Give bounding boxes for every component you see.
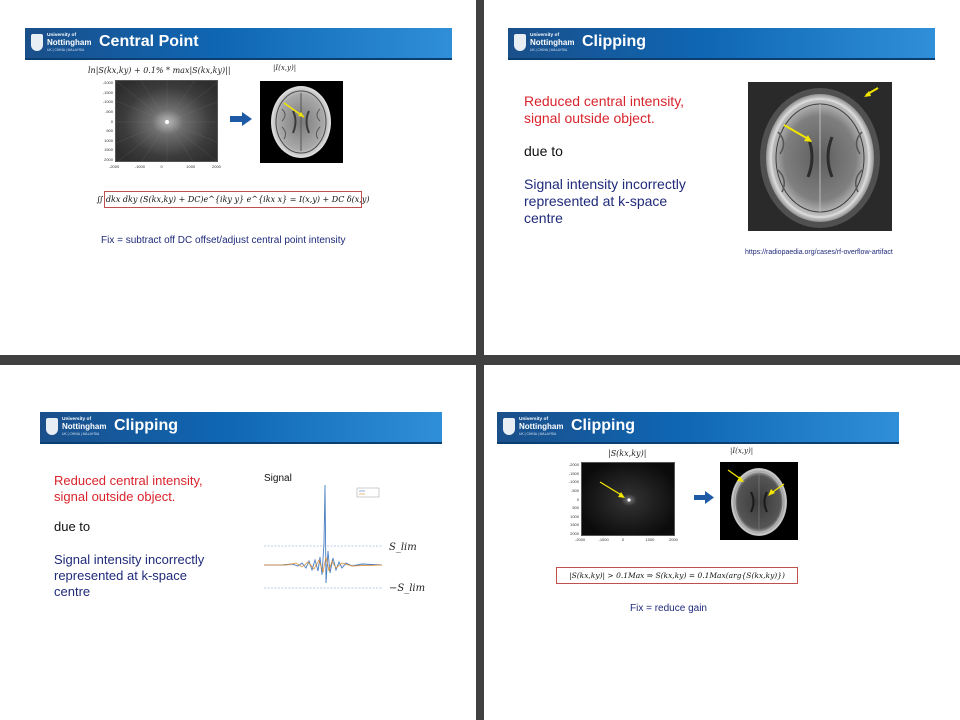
signal-trace-blue [264, 485, 382, 583]
axis-tick-label: 1000 [186, 164, 196, 169]
title-banner [508, 28, 935, 60]
axis-tick-label: 2000 [212, 164, 221, 169]
blue-line-3: centre [524, 210, 563, 226]
image-label: |I(x,y)| [273, 64, 297, 72]
kspace-image [581, 462, 675, 536]
cause-text-red [524, 93, 684, 127]
axis-tick-label: -500 [104, 108, 113, 114]
image-label: |I(x,y)| [730, 447, 754, 455]
signal-label: Signal [264, 473, 292, 484]
slide-title: Clipping [582, 33, 646, 50]
axis-tick-label: -1000 [102, 99, 113, 105]
university-logo [514, 32, 578, 56]
kspace-plot [564, 462, 684, 544]
cause-text-blue [524, 176, 686, 227]
slide-title: Clipping [114, 417, 178, 434]
title-banner [25, 28, 452, 60]
logo-nottingham: Nottingham [530, 38, 575, 47]
logo-campuses: UK | CHINA | MALAYSIA [47, 48, 85, 52]
axis-tick-label: -1500 [102, 89, 113, 95]
axis-tick-label: 2000 [104, 157, 113, 162]
blue-line-2: represented at k-space [524, 193, 668, 209]
axis-tick-label: -1000 [568, 479, 579, 485]
axis-tick-label: 0 [622, 537, 625, 542]
axis-tick-label: 0 [160, 164, 163, 169]
arrow-right-icon [694, 491, 714, 504]
blue-line-2: represented at k-space [54, 568, 187, 583]
axis-tick-label: 500 [106, 128, 113, 134]
cause-text-blue [54, 552, 204, 600]
axis-tick-label: -2000 [102, 80, 113, 85]
slide-clipping-signal [0, 365, 476, 720]
axis-tick-label: -2000 [109, 164, 120, 169]
logo-campuses: UK | CHINA | MALAYSIA [62, 432, 100, 436]
axis-tick-label: -1000 [134, 164, 145, 169]
axis-tick-label: 1000 [645, 537, 655, 542]
fix-text: Fix = subtract off DC offset/adjust central point intensity [101, 235, 346, 246]
cause-text-red [54, 473, 203, 505]
fourier-equation: ∬ dkx dky (S(kx,ky) + DC)e^{iky y} e^{ikx x} = I(x,y) + DC δ(x,y) [104, 191, 362, 208]
logo-university-of: University of [530, 33, 560, 38]
axis-tick-label: 0 [576, 496, 579, 502]
blue-line-1: Signal intensity incorrectly [524, 176, 686, 192]
blue-line-1: Signal intensity incorrectly [54, 552, 205, 567]
logo-university-of: University of [47, 33, 77, 38]
title-banner [497, 412, 899, 444]
mri-brain-image [260, 81, 343, 163]
axis-tick-label: 1500 [104, 147, 113, 153]
axis-tick-label: 1500 [570, 522, 579, 528]
slide-clipping-fix [484, 365, 960, 720]
crest-icon [31, 34, 43, 51]
crest-icon [46, 418, 58, 435]
fix-text: Fix = reduce gain [630, 603, 707, 614]
axis-tick-label: -1500 [568, 470, 579, 476]
university-logo [46, 416, 110, 440]
logo-campuses: UK | CHINA | MALAYSIA [519, 432, 557, 436]
logo-nottingham: Nottingham [62, 422, 107, 431]
source-url: https://radiopaedia.org/cases/rf-overflow-artifact [745, 249, 893, 256]
logo-nottingham: Nottingham [519, 422, 564, 431]
kspace-label: |S(kx,ky)| [608, 449, 647, 458]
arrow-right-icon [230, 112, 252, 126]
axis-tick-label: -2000 [575, 537, 586, 542]
axis-tick-label: 1000 [104, 137, 113, 143]
blue-line-3: centre [54, 584, 91, 599]
axis-tick-label: -1000 [598, 537, 609, 542]
logo-university-of: University of [62, 417, 92, 422]
kspace-texture [116, 81, 218, 162]
slide-clipping-photo [484, 0, 960, 355]
slide-central-point [0, 0, 476, 355]
logo-nottingham: Nottingham [47, 38, 92, 47]
crest-icon [514, 34, 526, 51]
due-to-text: due to [54, 519, 91, 534]
kspace-plot [98, 80, 228, 172]
clipping-equation: |S(kx,ky)| > 0.1Max ⇒ S(kx,ky) = 0.1Max(arg{S(kx,ky)}) [556, 567, 798, 584]
university-logo [503, 416, 567, 440]
slim-label: S_lim [389, 542, 417, 553]
red-line-2: signal outside object. [524, 110, 655, 126]
axis-tick-label: 0 [110, 118, 113, 124]
logo-university-of: University of [519, 417, 549, 422]
axis-tick-label: 2000 [669, 537, 678, 542]
kspace-image [115, 80, 218, 162]
axis-tick-label: 2000 [570, 531, 579, 536]
axis-tick-label: -500 [570, 487, 579, 493]
red-line-1: Reduced central intensity, [54, 473, 203, 488]
due-to-text: due to [524, 143, 563, 159]
kspace-label: ln|S(kx,ky) + 0.1% * max|S(kx,ky)|| [88, 66, 231, 75]
logo-campuses: UK | CHINA | MALAYSIA [530, 48, 568, 52]
rf-overflow-mri-image [748, 82, 892, 231]
axis-tick-label: -2000 [568, 462, 579, 467]
neg-slim-label: −S_lim [389, 583, 426, 594]
red-line-2: signal outside object. [54, 489, 176, 504]
crest-icon [503, 418, 515, 435]
legend-box [357, 488, 379, 497]
slide-title: Central Point [99, 33, 199, 50]
slide-title: Clipping [571, 417, 635, 434]
axis-tick-label: 1000 [570, 513, 579, 519]
mri-brain-image [720, 462, 798, 540]
title-banner [40, 412, 442, 444]
axis-tick-label: 500 [572, 505, 579, 511]
red-line-1: Reduced central intensity, [524, 93, 685, 109]
university-logo [31, 32, 95, 56]
